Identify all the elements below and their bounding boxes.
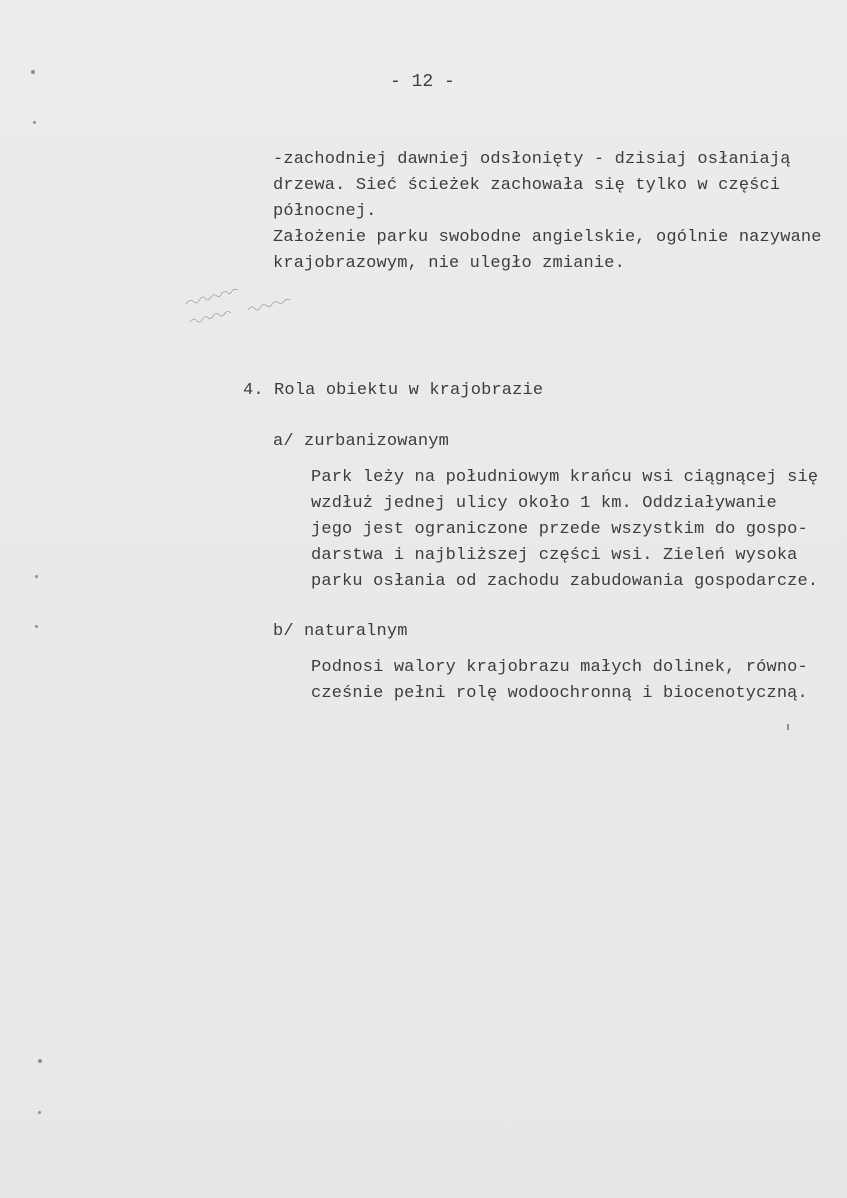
text-line: jego jest ograniczone przede wszystkim do gospo- bbox=[311, 520, 808, 539]
punch-hole-mark bbox=[31, 70, 35, 74]
subsection-label: b/ naturalnym bbox=[273, 622, 408, 641]
text-line: Park leży na południowym krańcu wsi ciągnącej się bbox=[311, 468, 819, 487]
text-line: Podnosi walory krajobrazu małych dolinek, równo- bbox=[311, 658, 808, 677]
text-line: -zachodniej dawniej odsłonięty - dzisiaj osłaniają bbox=[273, 150, 791, 169]
text-line: Założenie parku swobodne angielskie, ogólnie nazywane bbox=[273, 228, 822, 247]
text-line: darstwa i najbliższej części wsi. Zieleń wysoka bbox=[311, 546, 798, 565]
punch-hole-mark bbox=[33, 121, 36, 124]
text-line: drzewa. Sieć ścieżek zachowała się tylko w części bbox=[273, 176, 781, 195]
punch-hole-mark bbox=[38, 1111, 41, 1114]
text-line: parku osłania od zachodu zabudowania gospodarcze. bbox=[311, 572, 819, 591]
text-line: krajobrazowym, nie uległo zmianie. bbox=[273, 254, 625, 273]
punch-hole-mark bbox=[38, 1059, 42, 1063]
stray-mark bbox=[787, 724, 789, 730]
handwritten-annotation bbox=[178, 282, 328, 342]
subsection-label: a/ zurbanizowanym bbox=[273, 432, 449, 451]
punch-hole-mark bbox=[35, 625, 38, 628]
page-number: - 12 - bbox=[390, 72, 455, 92]
text-line: cześnie pełni rolę wodoochronną i biocenotyczną. bbox=[311, 684, 808, 703]
section-heading: 4. Rola obiektu w krajobrazie bbox=[243, 381, 544, 400]
punch-hole-mark bbox=[35, 575, 38, 578]
text-line: wzdłuż jednej ulicy około 1 km. Oddziaływanie bbox=[311, 494, 777, 513]
text-line: północnej. bbox=[273, 202, 377, 221]
